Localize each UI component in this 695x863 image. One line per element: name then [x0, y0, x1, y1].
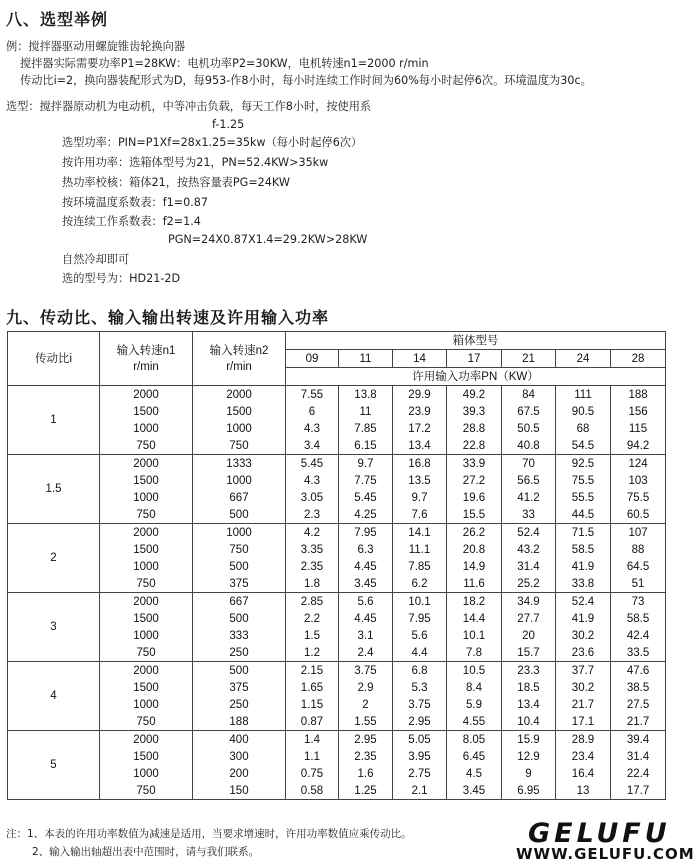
input-speed-cell: 2000	[100, 455, 193, 473]
output-speed-cell: 1333	[193, 455, 286, 473]
power-cell: 21.7	[556, 696, 611, 713]
power-cell: 7.85	[339, 420, 393, 437]
power-cell: 1.65	[286, 679, 339, 696]
output-speed-cell: 1000	[193, 524, 286, 542]
power-cell: 15.9	[502, 731, 556, 749]
output-speed-cell: 1000	[193, 472, 286, 489]
power-cell: 7.55	[286, 386, 339, 404]
power-cell: 27.5	[611, 696, 666, 713]
table-row	[8, 524, 666, 542]
power-cell: 3.05	[286, 489, 339, 506]
table-row	[8, 541, 666, 558]
power-cell: 70	[502, 455, 556, 473]
power-cell: 44.5	[556, 506, 611, 524]
output-speed-cell: 375	[193, 679, 286, 696]
header-output-speed	[193, 332, 286, 386]
power-cell: 5.3	[393, 679, 447, 696]
power-cell: 38.5	[611, 679, 666, 696]
power-cell: 6.2	[393, 575, 447, 593]
power-cell: 22.4	[611, 765, 666, 782]
table-row	[8, 437, 666, 455]
power-cell: 4.45	[339, 558, 393, 575]
power-cell: 67.5	[502, 403, 556, 420]
table-row	[8, 748, 666, 765]
output-speed-cell: 750	[193, 541, 286, 558]
power-cell: 4.2	[286, 524, 339, 542]
brand-url: WWW.GELUFU.COM	[516, 845, 695, 863]
power-cell: 1.25	[339, 782, 393, 800]
header-n2: 输入转速n2	[209, 344, 269, 357]
power-cell: 19.6	[447, 489, 502, 506]
power-cell: 6.3	[339, 541, 393, 558]
model-header-cell: 11	[339, 350, 393, 368]
power-cell: 23.3	[502, 662, 556, 680]
power-cell: 4.4	[393, 644, 447, 662]
input-speed-cell: 750	[100, 713, 193, 731]
power-cell: 13	[556, 782, 611, 800]
table-row	[8, 662, 666, 680]
input-speed-cell: 1500	[100, 403, 193, 420]
selection-line: 选型：搅拌器原动机为电动机，中等冲击负载，每天工作8小时，按使用系	[6, 100, 372, 113]
header-unit: r/min	[226, 360, 252, 373]
model-header-cell: 09	[286, 350, 339, 368]
table-row	[8, 644, 666, 662]
power-cell: 88	[611, 541, 666, 558]
input-speed-cell: 1000	[100, 765, 193, 782]
power-cell: 107	[611, 524, 666, 542]
power-cell: 2.95	[339, 731, 393, 749]
power-cell: 20	[502, 627, 556, 644]
power-cell: 75.5	[611, 489, 666, 506]
power-cell: 41.9	[556, 610, 611, 627]
input-speed-cell: 1000	[100, 489, 193, 506]
selection-line: 按环境温度系数表：f1=0.87	[62, 196, 209, 209]
table-row	[8, 627, 666, 644]
output-speed-cell: 200	[193, 765, 286, 782]
output-speed-cell: 1500	[193, 403, 286, 420]
power-cell: 41.9	[556, 558, 611, 575]
power-cell: 0.87	[286, 713, 339, 731]
power-cell: 1.4	[286, 731, 339, 749]
power-cell: 2.35	[286, 558, 339, 575]
power-cell: 1.5	[286, 627, 339, 644]
power-cell: 0.75	[286, 765, 339, 782]
power-cell: 22.8	[447, 437, 502, 455]
table-row	[8, 489, 666, 506]
power-cell: 6.45	[447, 748, 502, 765]
power-cell: 56.5	[502, 472, 556, 489]
header-power: 许用输入功率PN（KW）	[286, 368, 666, 386]
power-cell: 23.9	[393, 403, 447, 420]
power-cell: 14.9	[447, 558, 502, 575]
model-header-cell: 14	[393, 350, 447, 368]
power-cell: 49.2	[447, 386, 502, 404]
power-cell: 39.4	[611, 731, 666, 749]
input-speed-cell: 1500	[100, 472, 193, 489]
power-cell: 2.3	[286, 506, 339, 524]
output-speed-cell: 375	[193, 575, 286, 593]
input-speed-cell: 2000	[100, 386, 193, 404]
table-row	[8, 403, 666, 420]
table-row	[8, 575, 666, 593]
power-cell: 26.2	[447, 524, 502, 542]
table-row	[8, 765, 666, 782]
table-row	[8, 506, 666, 524]
power-cell: 31.4	[502, 558, 556, 575]
power-cell: 92.5	[556, 455, 611, 473]
ratio-cell: 2	[8, 524, 100, 593]
power-cell: 2	[339, 696, 393, 713]
power-cell: 103	[611, 472, 666, 489]
header-n1: 输入转速n1	[116, 344, 176, 357]
input-speed-cell: 750	[100, 782, 193, 800]
power-cell: 7.75	[339, 472, 393, 489]
section-8-title: 八、选型举例	[6, 10, 109, 29]
power-cell: 5.45	[286, 455, 339, 473]
example-line: 传动比i=2，换向器装配形式为D，每953-作8小时，每小时连续工作时间为60%每小时起停6次。环境温度为30c。	[20, 74, 592, 87]
input-speed-cell: 750	[100, 575, 193, 593]
power-cell: 7.85	[393, 558, 447, 575]
output-speed-cell: 188	[193, 713, 286, 731]
power-cell: 156	[611, 403, 666, 420]
power-cell: 47.6	[611, 662, 666, 680]
power-cell: 33	[502, 506, 556, 524]
power-cell: 84	[502, 386, 556, 404]
input-speed-cell: 1000	[100, 696, 193, 713]
power-cell: 52.4	[556, 593, 611, 611]
ratio-cell: 4	[8, 662, 100, 731]
input-speed-cell: 1500	[100, 679, 193, 696]
selection-line: PGN=24X0.87X1.4=29.2KW>28KW	[168, 233, 368, 246]
power-cell: 58.5	[611, 610, 666, 627]
power-cell: 124	[611, 455, 666, 473]
power-cell: 29.9	[393, 386, 447, 404]
table-row	[8, 593, 666, 611]
power-cell: 15.5	[447, 506, 502, 524]
power-cell: 75.5	[556, 472, 611, 489]
power-cell: 42.4	[611, 627, 666, 644]
selected-model: 选的型号为：HD21-2D	[62, 272, 181, 285]
power-cell: 6.95	[502, 782, 556, 800]
output-speed-cell: 500	[193, 662, 286, 680]
output-speed-cell: 2000	[193, 386, 286, 404]
table-row	[8, 558, 666, 575]
input-speed-cell: 1000	[100, 420, 193, 437]
power-cell: 18.2	[447, 593, 502, 611]
power-cell: 0.58	[286, 782, 339, 800]
power-cell: 27.7	[502, 610, 556, 627]
output-speed-cell: 300	[193, 748, 286, 765]
power-cell: 188	[611, 386, 666, 404]
power-cell: 52.4	[502, 524, 556, 542]
power-cell: 3.35	[286, 541, 339, 558]
model-header-cell: 17	[447, 350, 502, 368]
power-cell: 15.7	[502, 644, 556, 662]
table-row	[8, 713, 666, 731]
brand-logo: GELUFU	[528, 818, 671, 849]
power-cell: 6.8	[393, 662, 447, 680]
power-cell: 58.5	[556, 541, 611, 558]
power-cell: 40.8	[502, 437, 556, 455]
input-speed-cell: 1500	[100, 610, 193, 627]
power-cell: 5.05	[393, 731, 447, 749]
table-row	[8, 455, 666, 473]
power-cell: 7.6	[393, 506, 447, 524]
power-cell: 1.6	[339, 765, 393, 782]
power-cell: 18.5	[502, 679, 556, 696]
power-cell: 60.5	[611, 506, 666, 524]
power-cell: 13.5	[393, 472, 447, 489]
power-cell: 17.7	[611, 782, 666, 800]
output-speed-cell: 250	[193, 644, 286, 662]
note-2: 2、输入输出轴超出表中范围时，请与我们联系。	[32, 846, 260, 858]
power-cell: 9	[502, 765, 556, 782]
table-row	[8, 696, 666, 713]
power-cell: 4.25	[339, 506, 393, 524]
header-unit: r/min	[133, 360, 159, 373]
section-9-title: 九、传动比、输入输出转速及许用输入功率	[6, 308, 330, 327]
selection-line: 按连续工作系数表：f2=1.4	[62, 215, 201, 228]
power-cell: 33.8	[556, 575, 611, 593]
ratio-cell: 1	[8, 386, 100, 455]
power-cell: 5.9	[447, 696, 502, 713]
power-cell: 2.9	[339, 679, 393, 696]
power-cell: 7.95	[339, 524, 393, 542]
power-cell: 31.4	[611, 748, 666, 765]
power-table	[7, 331, 666, 800]
output-speed-cell: 1000	[193, 420, 286, 437]
power-cell: 11	[339, 403, 393, 420]
example-line: 搅拌器实际需要功率P1=28KW：电机功率P2=30KW，电机转速n1=2000 r/min	[20, 57, 429, 70]
power-cell: 3.45	[447, 782, 502, 800]
power-cell: 10.4	[502, 713, 556, 731]
power-cell: 3.45	[339, 575, 393, 593]
input-speed-cell: 1000	[100, 558, 193, 575]
power-cell: 33.9	[447, 455, 502, 473]
header-ratio: 传动比i	[8, 332, 100, 386]
input-speed-cell: 2000	[100, 731, 193, 749]
power-cell: 1.8	[286, 575, 339, 593]
power-cell: 2.4	[339, 644, 393, 662]
power-cell: 111	[556, 386, 611, 404]
ratio-cell: 5	[8, 731, 100, 800]
power-cell: 6	[286, 403, 339, 420]
output-speed-cell: 500	[193, 610, 286, 627]
power-cell: 3.1	[339, 627, 393, 644]
input-speed-cell: 1000	[100, 627, 193, 644]
power-cell: 21.7	[611, 713, 666, 731]
power-cell: 55.5	[556, 489, 611, 506]
power-cell: 41.2	[502, 489, 556, 506]
power-cell: 8.4	[447, 679, 502, 696]
power-cell: 13.4	[502, 696, 556, 713]
power-cell: 39.3	[447, 403, 502, 420]
input-speed-cell: 750	[100, 506, 193, 524]
power-cell: 54.5	[556, 437, 611, 455]
selection-line: 选型功率：PIN=P1Xf=28x1.25=35kw（每小时起停6次）	[62, 136, 363, 149]
power-cell: 7.95	[393, 610, 447, 627]
ratio-cell: 3	[8, 593, 100, 662]
power-cell: 10.5	[447, 662, 502, 680]
power-cell: 10.1	[393, 593, 447, 611]
power-cell: 2.2	[286, 610, 339, 627]
input-speed-cell: 1500	[100, 541, 193, 558]
power-cell: 5.6	[339, 593, 393, 611]
input-speed-cell: 750	[100, 644, 193, 662]
input-speed-cell: 1500	[100, 748, 193, 765]
power-cell: 4.5	[447, 765, 502, 782]
power-cell: 51	[611, 575, 666, 593]
power-cell: 64.5	[611, 558, 666, 575]
power-cell: 3.75	[393, 696, 447, 713]
power-cell: 9.7	[339, 455, 393, 473]
power-cell: 28.8	[447, 420, 502, 437]
power-cell: 34.9	[502, 593, 556, 611]
power-cell: 10.1	[447, 627, 502, 644]
power-cell: 2.75	[393, 765, 447, 782]
power-cell: 12.9	[502, 748, 556, 765]
power-cell: 71.5	[556, 524, 611, 542]
power-cell: 37.7	[556, 662, 611, 680]
power-cell: 11.1	[393, 541, 447, 558]
power-cell: 94.2	[611, 437, 666, 455]
power-cell: 13.4	[393, 437, 447, 455]
output-speed-cell: 667	[193, 489, 286, 506]
power-cell: 14.4	[447, 610, 502, 627]
power-cell: 20.8	[447, 541, 502, 558]
output-speed-cell: 500	[193, 558, 286, 575]
power-cell: 14.1	[393, 524, 447, 542]
power-cell: 8.05	[447, 731, 502, 749]
power-cell: 9.7	[393, 489, 447, 506]
power-cell: 1.1	[286, 748, 339, 765]
power-cell: 50.5	[502, 420, 556, 437]
table-row	[8, 472, 666, 489]
power-cell: 2.1	[393, 782, 447, 800]
power-cell: 2.35	[339, 748, 393, 765]
power-cell: 90.5	[556, 403, 611, 420]
input-speed-cell: 2000	[100, 593, 193, 611]
power-cell: 3.95	[393, 748, 447, 765]
power-cell: 73	[611, 593, 666, 611]
power-cell: 28.9	[556, 731, 611, 749]
example-line: 例：搅拌器驱动用螺旋锥齿轮换向器	[6, 40, 186, 53]
power-cell: 3.75	[339, 662, 393, 680]
power-cell: 1.2	[286, 644, 339, 662]
output-speed-cell: 500	[193, 506, 286, 524]
power-cell: 7.8	[447, 644, 502, 662]
output-speed-cell: 333	[193, 627, 286, 644]
power-cell: 25.2	[502, 575, 556, 593]
output-speed-cell: 400	[193, 731, 286, 749]
output-speed-cell: 667	[193, 593, 286, 611]
power-cell: 1.55	[339, 713, 393, 731]
output-speed-cell: 250	[193, 696, 286, 713]
service-factor: f-1.25	[212, 118, 245, 131]
input-speed-cell: 750	[100, 437, 193, 455]
power-cell: 5.45	[339, 489, 393, 506]
table-row	[8, 731, 666, 749]
table-row	[8, 782, 666, 800]
power-cell: 30.2	[556, 627, 611, 644]
table-row	[8, 386, 666, 404]
power-cell: 3.4	[286, 437, 339, 455]
input-speed-cell: 2000	[100, 524, 193, 542]
power-cell: 33.5	[611, 644, 666, 662]
power-cell: 4.3	[286, 420, 339, 437]
model-header-cell: 21	[502, 350, 556, 368]
selection-line: 自然冷却即可	[62, 253, 130, 266]
power-cell: 17.2	[393, 420, 447, 437]
table-row	[8, 420, 666, 437]
power-cell: 6.15	[339, 437, 393, 455]
power-cell: 68	[556, 420, 611, 437]
table-row	[8, 610, 666, 627]
model-header-cell: 24	[556, 350, 611, 368]
power-cell: 30.2	[556, 679, 611, 696]
header-input-speed	[100, 332, 193, 386]
ratio-cell: 1.5	[8, 455, 100, 524]
model-header-cell: 28	[611, 350, 666, 368]
power-cell: 4.45	[339, 610, 393, 627]
power-cell: 5.6	[393, 627, 447, 644]
table-row	[8, 679, 666, 696]
power-cell: 2.85	[286, 593, 339, 611]
power-cell: 43.2	[502, 541, 556, 558]
power-cell: 2.15	[286, 662, 339, 680]
power-cell: 2.95	[393, 713, 447, 731]
power-cell: 23.6	[556, 644, 611, 662]
table-body	[8, 386, 666, 800]
output-speed-cell: 150	[193, 782, 286, 800]
power-cell: 1.15	[286, 696, 339, 713]
power-cell: 16.8	[393, 455, 447, 473]
input-speed-cell: 2000	[100, 662, 193, 680]
output-speed-cell: 750	[193, 437, 286, 455]
power-cell: 27.2	[447, 472, 502, 489]
selection-line: 按许用功率：选箱体型号为21，PN=52.4KW>35kw	[62, 156, 329, 169]
power-cell: 11.6	[447, 575, 502, 593]
power-cell: 13.8	[339, 386, 393, 404]
power-cell: 17.1	[556, 713, 611, 731]
power-cell: 4.3	[286, 472, 339, 489]
power-cell: 4.55	[447, 713, 502, 731]
power-cell: 23.4	[556, 748, 611, 765]
power-cell: 115	[611, 420, 666, 437]
note-1: 注：1、本表的许用功率数值为减速是适用，当要求增速时，许用功率数值应乘传动比。	[6, 828, 412, 840]
header-box-model: 箱体型号	[286, 332, 666, 350]
power-cell: 16.4	[556, 765, 611, 782]
selection-line: 热功率校核：箱体21，按热容量表PG=24KW	[62, 176, 290, 189]
